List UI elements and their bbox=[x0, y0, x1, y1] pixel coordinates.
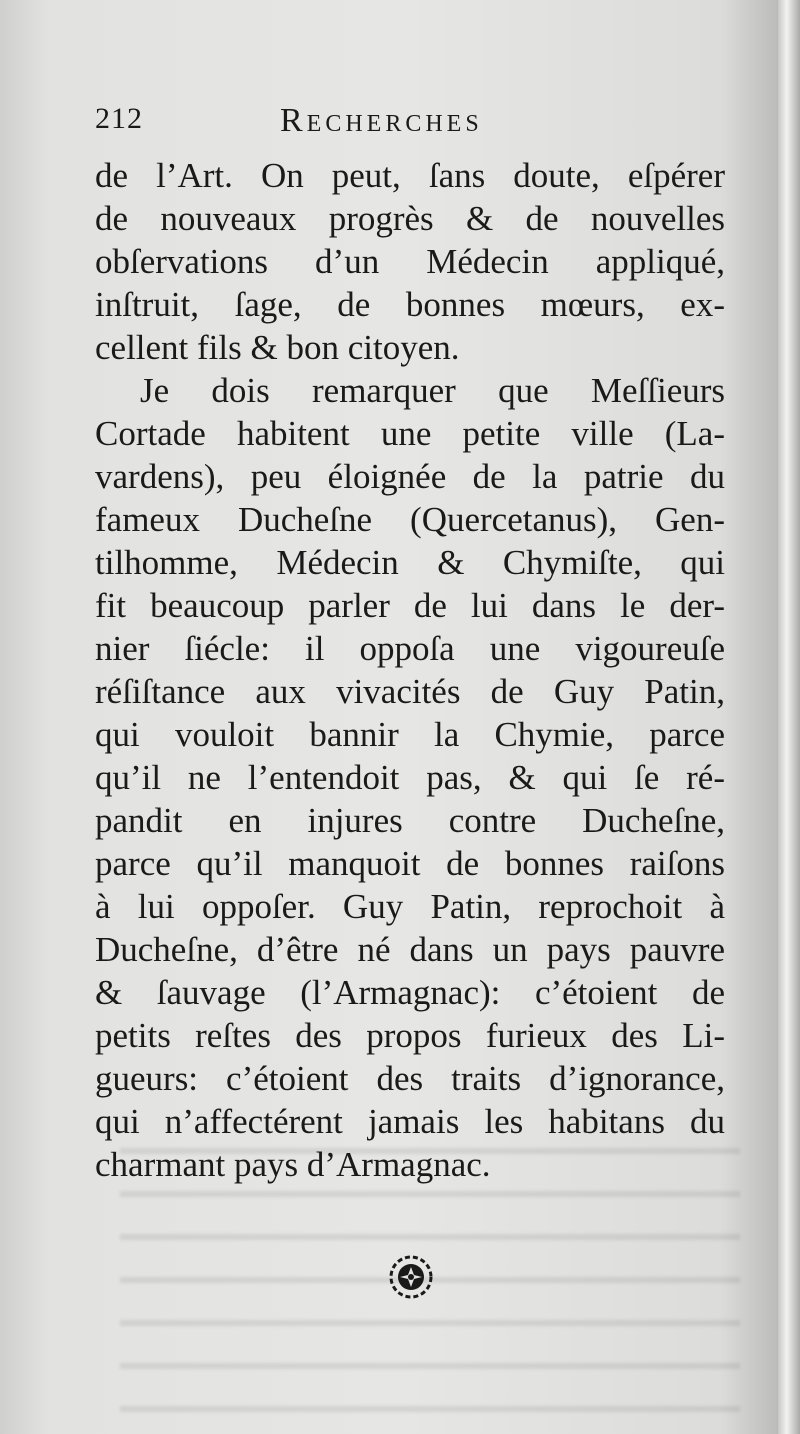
text-line: à lui oppoſer. Guy Patin, reprochoit à bbox=[95, 887, 725, 926]
text-line: cellent fils & bon citoyen. bbox=[95, 328, 460, 367]
text-line: de nouveaux progrès & de nouvelles bbox=[95, 199, 725, 238]
text-line: Ducheſne, d’être né dans un pays pauvre bbox=[95, 930, 725, 969]
text-line: Cortade habitent une petite ville (La- bbox=[95, 414, 725, 453]
printer-fleuron-icon bbox=[388, 1254, 434, 1300]
text-line: obſervations d’un Médecin appliqué, bbox=[95, 242, 725, 281]
text-line: qu’il ne l’entendoit pas, & qui ſe ré- bbox=[95, 758, 725, 797]
running-title: Recherches bbox=[280, 102, 483, 139]
body-text bbox=[95, 154, 725, 1186]
text-line: de l’Art. On peut, ſans doute, eſpérer bbox=[95, 156, 725, 195]
text-line: fameux Ducheſne (Quercetanus), Gen- bbox=[95, 500, 725, 539]
text-line: petits reſtes des propos furieux des Li- bbox=[95, 1016, 725, 1055]
text-line: pandit en injures contre Ducheſne, bbox=[95, 801, 725, 840]
text-line: nier ſiécle: il oppoſa une vigoureuſe bbox=[95, 629, 725, 668]
text-line: & ſauvage (l’Armagnac): c’étoient de bbox=[95, 973, 725, 1012]
text-line: qui n’affectérent jamais les habitans du bbox=[95, 1102, 725, 1141]
page-header bbox=[95, 102, 725, 146]
text-line: gueurs: c’étoient des traits d’ignorance, bbox=[95, 1059, 725, 1098]
text-line: inſtruit, ſage, de bonnes mœurs, ex- bbox=[95, 285, 725, 324]
text-line: Je dois remarquer que Meſſieurs bbox=[140, 371, 725, 410]
text-line: tilhomme, Médecin & Chymiſte, qui bbox=[95, 543, 725, 582]
page-edge bbox=[778, 0, 800, 1434]
page-number: 212 bbox=[95, 102, 143, 135]
text-line: charmant pays d’Armagnac. bbox=[95, 1145, 491, 1184]
text-line: vardens), peu éloignée de la patrie du bbox=[95, 457, 725, 496]
text-line: fit beaucoup parler de lui dans le der- bbox=[95, 586, 725, 625]
text-line: réſiſtance aux vivacités de Guy Patin, bbox=[95, 672, 725, 711]
text-line: parce qu’il manquoit de bonnes raiſons bbox=[95, 844, 725, 883]
text-line: qui vouloit bannir la Chymie, parce bbox=[95, 715, 725, 754]
